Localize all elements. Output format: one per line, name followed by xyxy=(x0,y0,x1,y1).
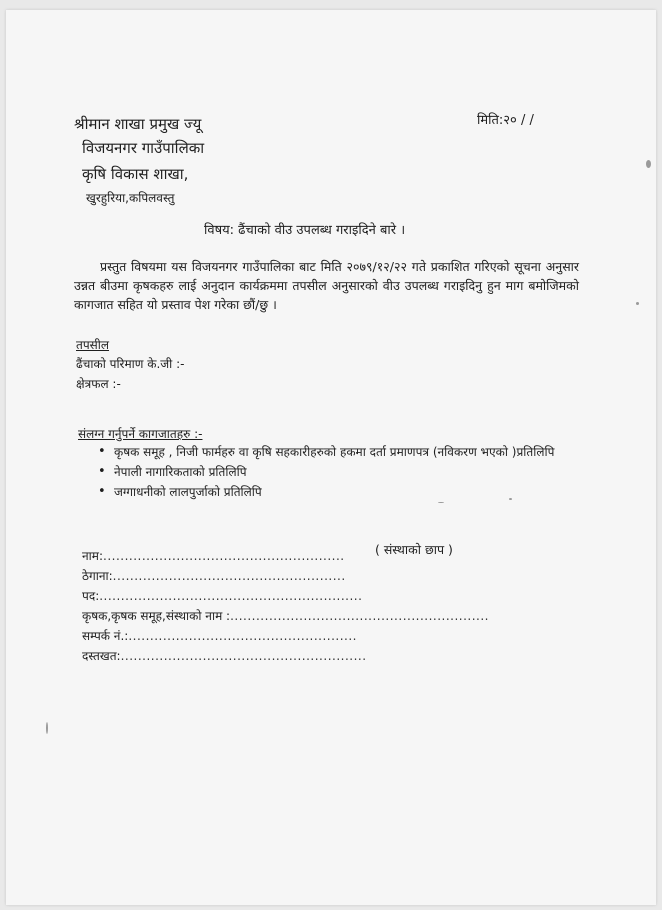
scan-speck xyxy=(646,160,651,168)
recipient-line-1: श्रीमान शाखा प्रमुख ज्यू xyxy=(74,115,202,133)
address-row xyxy=(82,566,346,586)
body-text: प्रस्तुत विषयमा यस विजयनगर गाउँपालिका बाट मिति २०७९/१२/२२ गते प्रकाशित गरिएको सूचना अनुसार उन्नत बीउमा कृषकहरु लाई अनुदान कार्यक्रममा तपसील अनुसारको वीउ उपलब्ध गराइदिनु हुन माग बमोजिमको कागजात सहित यो प्रस्ताव पेश गरेका छौं/छु । xyxy=(74,259,579,312)
body-paragraph xyxy=(74,257,579,314)
name-label: नाम: xyxy=(82,549,103,563)
stamp-label: ( संस्थाको छाप ) xyxy=(375,542,453,557)
post-label: पद: xyxy=(82,589,100,603)
signature-label: दस्तखत: xyxy=(82,649,121,663)
post-dots: ............................................................. xyxy=(99,589,363,603)
quantity-label: ढैंचाको परिमाण के.जी :- xyxy=(76,357,185,371)
scan-speck xyxy=(46,722,48,734)
contact-dots: ..................................................... xyxy=(128,629,357,643)
signature-row xyxy=(82,646,367,666)
recipient-line-4: खुरहुरिया,कपिलवस्तु xyxy=(86,191,175,205)
org-row xyxy=(82,606,489,626)
attachment-item: • जग्गाधनीको लालपुर्जाको प्रतिलिपि xyxy=(92,482,554,502)
attachments-heading: संलग्न गर्नुपर्ने कागजातहरु :- xyxy=(78,427,203,441)
address-dots: ...................................................... xyxy=(112,569,346,583)
org-dots: ............................................................ xyxy=(230,609,489,623)
area-label: क्षेत्रफल :- xyxy=(76,377,121,391)
scan-speck xyxy=(509,498,512,500)
subject-line: विषय: ढैंचाको वीउ उपलब्ध गराइदिने बारे । xyxy=(204,223,406,238)
attachment-item: • कृषक समूह , निजी फार्महरु वा कृषि सहकारीहरुको हकमा दर्ता प्रमाणपत्र (नविकरण भएको )प्रतिलिपि xyxy=(92,442,554,462)
name-dots: ........................................................ xyxy=(103,549,345,563)
details-heading: तपसील xyxy=(76,338,110,352)
scan-speck xyxy=(636,302,639,305)
recipient-line-2: विजयनगर गाउँपालिका xyxy=(82,139,205,157)
post-row xyxy=(82,586,362,606)
attachments-list xyxy=(92,442,554,502)
attachment-item: • नेपाली नागारिकताको प्रतिलिपि xyxy=(92,462,554,482)
address-label: ठेगाना: xyxy=(82,569,113,583)
scan-speck xyxy=(438,502,444,503)
contact-label: सम्पर्क नं.: xyxy=(82,629,129,643)
letter-page xyxy=(6,10,656,905)
name-row xyxy=(82,546,345,566)
org-label: कृषक,कृषक समूह,संस्थाको नाम : xyxy=(82,609,231,623)
recipient-line-3: कृषि विकास शाखा, xyxy=(82,165,189,183)
contact-row xyxy=(82,626,357,646)
date-field: मिति:२० / / xyxy=(477,113,534,128)
signature-dots: ......................................................... xyxy=(120,649,367,663)
